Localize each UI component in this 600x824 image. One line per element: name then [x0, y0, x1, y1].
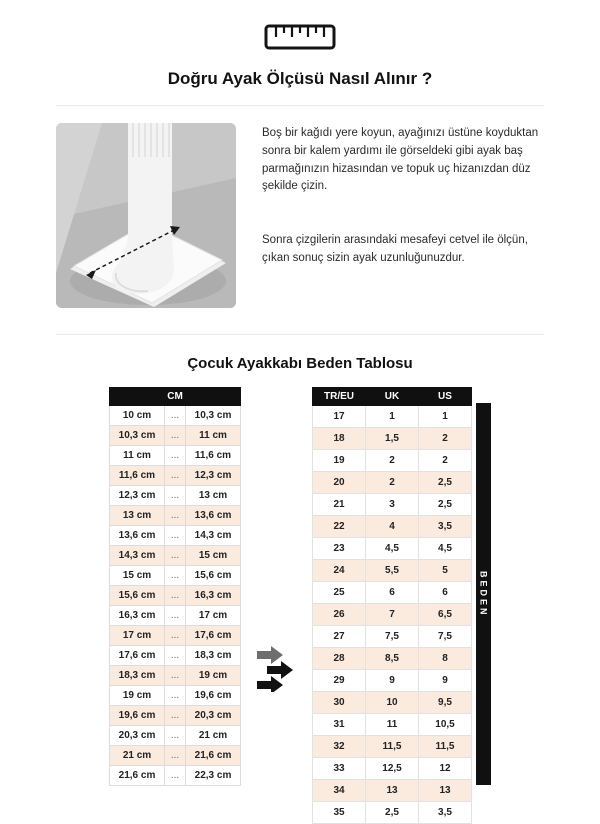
cm-table-row-cell: ... — [165, 606, 186, 626]
size-table-row-cell: 5,5 — [366, 560, 419, 582]
cm-table-row-cell: 14,3 cm — [110, 546, 165, 566]
cm-table-row — [110, 626, 241, 646]
cm-table-row-cell: ... — [165, 506, 186, 526]
size-table-row — [313, 736, 472, 758]
size-table-row — [313, 472, 472, 494]
size-conversion-table — [312, 387, 472, 824]
cm-table-row-cell: ... — [165, 446, 186, 466]
size-table-row-cell: 6 — [419, 582, 472, 604]
size-table-row-cell: 34 — [313, 780, 366, 802]
cm-table-row-cell: 19,6 cm — [186, 686, 241, 706]
cm-table-row — [110, 606, 241, 626]
size-table-row-cell: 7,5 — [419, 626, 472, 648]
cm-table-row — [110, 766, 241, 786]
cm-table-body — [110, 406, 241, 786]
cm-table-row — [110, 566, 241, 586]
size-table-row-cell: 27 — [313, 626, 366, 648]
cm-table-row — [110, 406, 241, 426]
cm-table-row-cell: 13,6 cm — [110, 526, 165, 546]
size-table-row-cell: 3 — [366, 494, 419, 516]
size-table-row-cell: 28 — [313, 648, 366, 670]
cm-table-row-cell: 18,3 cm — [110, 666, 165, 686]
size-table-row-cell: 17 — [313, 406, 366, 428]
size-table-row-cell: 13 — [366, 780, 419, 802]
size-table-row-cell: 2 — [366, 472, 419, 494]
size-table-row-cell: 25 — [313, 582, 366, 604]
cm-table-row-cell: 15 cm — [110, 566, 165, 586]
size-table-row-cell: 2 — [366, 450, 419, 472]
cm-table-row-cell: ... — [165, 686, 186, 706]
size-table-row-cell: 2 — [419, 428, 472, 450]
cm-table-row-cell: 19,6 cm — [110, 706, 165, 726]
cm-table-row-cell: 17,6 cm — [110, 646, 165, 666]
cm-table-row-cell: ... — [165, 706, 186, 726]
size-table-row-cell: 11,5 — [366, 736, 419, 758]
size-table-row-cell: 32 — [313, 736, 366, 758]
size-table-row — [313, 780, 472, 802]
cm-table-row-cell: ... — [165, 646, 186, 666]
cm-table-row-cell: 11,6 cm — [110, 466, 165, 486]
size-table-row-cell: 10 — [366, 692, 419, 714]
size-table-row-cell: 3,5 — [419, 516, 472, 538]
size-table-row-cell: 4 — [366, 516, 419, 538]
cm-table-row-cell: 18,3 cm — [186, 646, 241, 666]
cm-table-row-cell: ... — [165, 746, 186, 766]
size-table-row-cell: 1 — [366, 406, 419, 428]
foot-measurement-photo — [56, 123, 236, 308]
cm-table-row-cell: 20,3 cm — [110, 726, 165, 746]
size-table-row — [313, 538, 472, 560]
size-table-row — [313, 406, 472, 428]
cm-table-row-cell: 21 cm — [110, 746, 165, 766]
size-table-row-cell: 5 — [419, 560, 472, 582]
cm-table-row-cell: 13,6 cm — [186, 506, 241, 526]
size-table-row — [313, 582, 472, 604]
cm-table-row-cell: 10,3 cm — [110, 426, 165, 446]
size-table-header-uk: UK — [366, 388, 419, 406]
cm-table-row-cell: 22,3 cm — [186, 766, 241, 786]
size-table-row — [313, 516, 472, 538]
cm-table — [109, 387, 241, 786]
size-table-row-cell: 29 — [313, 670, 366, 692]
size-table-row-cell: 35 — [313, 802, 366, 824]
cm-table-row — [110, 726, 241, 746]
size-table-row-cell: 10,5 — [419, 714, 472, 736]
size-table-row-cell: 6,5 — [419, 604, 472, 626]
size-table-row-cell: 8,5 — [366, 648, 419, 670]
conversion-arrows-icon — [255, 644, 299, 697]
size-table-row-cell: 11 — [366, 714, 419, 736]
cm-table-row-cell: 17 cm — [110, 626, 165, 646]
size-tables — [0, 387, 600, 824]
size-table-body — [313, 406, 472, 824]
cm-table-row-cell: 11 cm — [110, 446, 165, 466]
cm-table-row-cell: ... — [165, 766, 186, 786]
cm-table-row-cell: ... — [165, 626, 186, 646]
size-table-row-cell: 26 — [313, 604, 366, 626]
cm-table-row-cell: 15 cm — [186, 546, 241, 566]
cm-table-row-cell: 10,3 cm — [186, 406, 241, 426]
cm-table-row-cell: ... — [165, 546, 186, 566]
size-table-row-cell: 1 — [419, 406, 472, 428]
size-table-row-cell: 11,5 — [419, 736, 472, 758]
cm-table-row-cell: 11,6 cm — [186, 446, 241, 466]
size-table-row — [313, 758, 472, 780]
cm-table-row-cell: 11 cm — [186, 426, 241, 446]
size-table-row — [313, 692, 472, 714]
size-table-row-cell: 7,5 — [366, 626, 419, 648]
cm-table-row — [110, 666, 241, 686]
cm-table-row — [110, 586, 241, 606]
size-table-row-cell: 21 — [313, 494, 366, 516]
size-table-row-cell: 12 — [419, 758, 472, 780]
cm-table-row — [110, 546, 241, 566]
cm-table-row-cell: 15,6 cm — [186, 566, 241, 586]
cm-table-row-cell: 17,6 cm — [186, 626, 241, 646]
cm-table-row — [110, 426, 241, 446]
cm-table-row — [110, 526, 241, 546]
size-table-row — [313, 604, 472, 626]
size-table-row — [313, 450, 472, 472]
cm-table-row-cell: 17 cm — [186, 606, 241, 626]
cm-table-row-cell: 16,3 cm — [186, 586, 241, 606]
size-table-row-cell: 19 — [313, 450, 366, 472]
size-table-row-cell: 4,5 — [419, 538, 472, 560]
cm-table-row — [110, 646, 241, 666]
cm-table-row-cell: ... — [165, 466, 186, 486]
cm-table-row-cell: ... — [165, 526, 186, 546]
cm-table-row-cell: ... — [165, 406, 186, 426]
size-table-header-us: US — [419, 388, 472, 406]
size-table-row-cell: 31 — [313, 714, 366, 736]
cm-table-row-cell: 12,3 cm — [110, 486, 165, 506]
size-table-row — [313, 802, 472, 824]
size-table-row-cell: 9 — [366, 670, 419, 692]
cm-table-row-cell: ... — [165, 426, 186, 446]
cm-table-row-cell: ... — [165, 726, 186, 746]
size-table-row-cell: 13 — [419, 780, 472, 802]
cm-table-row-cell: 10 cm — [110, 406, 165, 426]
cm-table-header: CM — [110, 388, 241, 406]
size-table-row-cell: 1,5 — [366, 428, 419, 450]
cm-table-row-cell: 13 cm — [186, 486, 241, 506]
cm-table-row-cell: ... — [165, 586, 186, 606]
cm-table-row-cell: ... — [165, 486, 186, 506]
size-table-row-cell: 6 — [366, 582, 419, 604]
cm-table-row-cell: 15,6 cm — [110, 586, 165, 606]
cm-table-row-cell: 20,3 cm — [186, 706, 241, 726]
cm-table-row — [110, 686, 241, 706]
beden-vertical-label: BEDEN — [476, 403, 491, 785]
size-table-row-cell: 2 — [419, 450, 472, 472]
cm-table-row-cell: 14,3 cm — [186, 526, 241, 546]
size-table-row-cell: 23 — [313, 538, 366, 560]
cm-table-row-cell: 19 cm — [186, 666, 241, 686]
size-table-row-cell: 7 — [366, 604, 419, 626]
cm-table-row-cell: 13 cm — [110, 506, 165, 526]
instruction-paragraph-2: Sonra çizgilerin arasındaki mesafeyi cetvel ile ölçün, çıkan sonuç sizin ayak uzunluğunuzdur. — [262, 234, 528, 265]
size-table-title: Çocuk Ayakkabı Beden Tablosu — [187, 355, 413, 372]
cm-table-row — [110, 446, 241, 466]
cm-table-row-cell: 19 cm — [110, 686, 165, 706]
size-table-row-cell: 9,5 — [419, 692, 472, 714]
ruler-icon — [0, 0, 600, 55]
size-table-row-cell: 20 — [313, 472, 366, 494]
size-table-row — [313, 626, 472, 648]
cm-table-row-cell: 16,3 cm — [110, 606, 165, 626]
size-table-header-tr-eu: TR/EU — [313, 388, 366, 406]
cm-table-row-cell: ... — [165, 566, 186, 586]
cm-table-row-cell: 21 cm — [186, 726, 241, 746]
size-table-row-cell: 24 — [313, 560, 366, 582]
size-table-row-cell: 18 — [313, 428, 366, 450]
size-table-row-cell: 22 — [313, 516, 366, 538]
size-table-row-cell: 2,5 — [366, 802, 419, 824]
size-table-row-cell: 2,5 — [419, 472, 472, 494]
cm-table-row — [110, 506, 241, 526]
instruction-texts — [262, 123, 544, 268]
size-table-row-cell: 12,5 — [366, 758, 419, 780]
size-table-row — [313, 648, 472, 670]
cm-table-row-cell: 12,3 cm — [186, 466, 241, 486]
instructions-section — [0, 106, 600, 308]
divider-middle — [56, 334, 544, 335]
size-table-row-cell: 3,5 — [419, 802, 472, 824]
size-table-row — [313, 560, 472, 582]
size-table-row-cell: 2,5 — [419, 494, 472, 516]
cm-table-row-cell: ... — [165, 666, 186, 686]
size-table-row — [313, 494, 472, 516]
cm-table-row — [110, 706, 241, 726]
cm-table-row — [110, 486, 241, 506]
page-title: Doğru Ayak Ölçüsü Nasıl Alınır ? — [167, 69, 433, 88]
size-table-row-cell: 30 — [313, 692, 366, 714]
size-table-row — [313, 670, 472, 692]
cm-table-row — [110, 746, 241, 766]
size-table-row-cell: 33 — [313, 758, 366, 780]
size-table-row-cell: 9 — [419, 670, 472, 692]
cm-table-row-cell: 21,6 cm — [110, 766, 165, 786]
cm-table-row-cell: 21,6 cm — [186, 746, 241, 766]
size-table-row — [313, 714, 472, 736]
size-table-row-cell: 8 — [419, 648, 472, 670]
cm-table-row — [110, 466, 241, 486]
size-table-row — [313, 428, 472, 450]
size-table-row-cell: 4,5 — [366, 538, 419, 560]
instruction-paragraph-1: Boş bir kağıdı yere koyun, ayağınızı üstüne koyduktan sonra bir kalem yardımı ile görseldeki gibi ayak baş parmağınızın hizasından ve topuk uç hizanızdan düz şekilde çizin. — [262, 127, 539, 193]
